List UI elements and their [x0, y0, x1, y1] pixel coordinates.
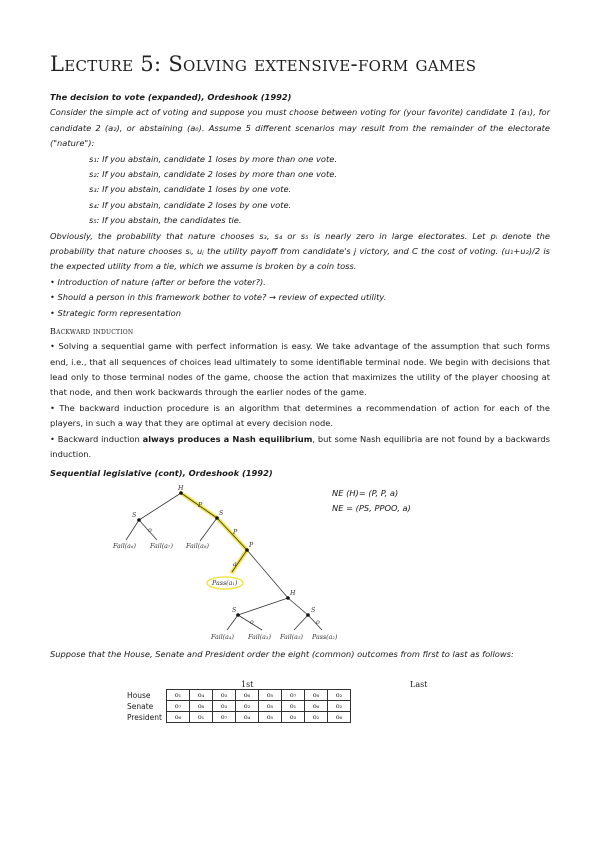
table-cell: o₁	[281, 701, 304, 712]
scenario-item: s₄: If you abstain, candidate 2 loses by one vote.	[89, 199, 292, 210]
section-heading-backward-induction: Backward induction	[50, 327, 134, 337]
backward-induction-p1: • Solving a sequential game with perfect information is easy. We take advantage of the assumption that such forms end, i.e., that all sequences of choices lead ultimately to some identifiable terminal node. We begin with decisions that lead only to those terminal nodes of the game, choose the action that maximizes the utility of the player choosing at that node, and then work backwards through the earlier nodes of the game.	[50, 341, 550, 398]
outcome-fail-a4: Fail(a₄)	[211, 633, 234, 641]
node-label-house: H	[178, 484, 184, 492]
scenario-item: s₁: If you abstain, candidate 1 loses by more than one vote.	[89, 153, 337, 164]
table-cell: o₂	[327, 690, 350, 701]
nash-equilibria	[332, 486, 411, 517]
outcome-fail-a6: Fail(a₆)	[113, 542, 136, 550]
node-label-senate: S	[132, 511, 137, 519]
document-page	[50, 52, 550, 668]
bullet-item: • Introduction of nature (after or before the voter?).	[50, 276, 266, 287]
table-cell: o₃	[281, 712, 304, 723]
row-label: President	[127, 712, 162, 722]
table-row	[124, 690, 350, 701]
scenario-item: s₃: If you abstain, candidate 1 loses by one vote.	[89, 184, 292, 195]
outcome-fail-a7: Fail(a₇)	[150, 542, 173, 550]
node-label-senate: S	[311, 606, 316, 614]
table-cell: o₅	[258, 701, 281, 712]
row-label: House	[127, 690, 151, 700]
scenario-item: s₂: If you abstain, candidate 2 loses by more than one vote.	[89, 169, 337, 180]
table-cell: o₁	[189, 712, 212, 723]
table-cell: o₂	[235, 701, 258, 712]
table-row	[124, 712, 350, 723]
table-cell: o₄	[235, 712, 258, 723]
bullet-item: • Strategic form representation	[50, 307, 182, 318]
probability-paragraph: Obviously, the probability that nature chooses s₃, s₄ or s₅ is nearly zero in large electorates. Let pᵢ denote the probability that nature chooses sᵢ, uⱼ the utility payoff from candidate's j victory, and C the cost of voting. (u₁+u₂)/2 is the expected utility from a tie, which we assume is broken by a coin toss.	[50, 230, 550, 272]
outcome-pass-a1: Pass(a₁)	[212, 579, 238, 587]
tree-edges	[126, 493, 322, 630]
node-label-senate: S	[232, 606, 237, 614]
table-cell: o₅	[258, 712, 281, 723]
section-heading-legislative: Sequential legislative (cont), Ordeshook (1992)	[50, 468, 273, 479]
outcome-fail-a5: Fail(a₅)	[280, 633, 303, 641]
ordering-intro: Suppose that the House, Senate and President order the eight (common) outcomes from first to last as follows:	[50, 648, 514, 659]
node-label-senate: S	[219, 509, 224, 517]
edge-label-o: o	[148, 526, 152, 534]
outcome-pass-a2: Pass(a₂)	[312, 633, 338, 641]
table-cell: o₇	[281, 690, 304, 701]
table-cell: o₆	[304, 701, 327, 712]
bi-p3-bold: always produces a Nash equilibrium	[142, 433, 313, 444]
table-cell: o₃	[212, 701, 235, 712]
last-label: Last	[410, 680, 428, 689]
table-cell: o₅	[258, 690, 281, 701]
edge-label-p: P	[233, 528, 238, 536]
node-label-president: P	[249, 541, 254, 549]
table-cell: o₆	[235, 690, 258, 701]
table-cell: o₁	[166, 690, 189, 701]
voting-intro: Consider the simple act of voting and suppose you must choose between voting for (your favorite) candidate 1 (a₁), for candidate 2 (a₂), or abstaining (a₀). Assume 5 different scenarios may result from the remainder of the electorate ("nature"):	[50, 107, 550, 149]
first-label: 1st	[241, 680, 254, 689]
edge-label-a: a	[233, 560, 237, 568]
table-cell: o₇	[212, 712, 235, 723]
ne-full: NE = (PS, PPOO, a)	[332, 503, 411, 514]
edge-label-p: P	[198, 501, 203, 509]
highlight-path	[181, 493, 247, 589]
tree-nodes	[137, 491, 310, 617]
table-cell: o₂	[304, 712, 327, 723]
ne-house: NE (H)= (P, P, a)	[332, 487, 399, 498]
table-cell: o₆	[327, 712, 350, 723]
outcome-fail-a3: Fail(a₃)	[248, 633, 271, 641]
outcome-fail-a8: Fail(a₈)	[186, 542, 209, 550]
preference-table	[124, 689, 351, 723]
game-tree-diagram	[50, 484, 350, 642]
backward-induction-p3	[50, 432, 550, 463]
row-label: Senate	[127, 701, 154, 711]
bullet-item: • Should a person in this framework bother to vote? → review of expected utility.	[50, 292, 387, 303]
scenario-item: s₅: If you abstain, the candidates tie.	[89, 215, 242, 226]
table-cell: o₂	[327, 701, 350, 712]
table-cell: o₄	[189, 690, 212, 701]
section-heading-voting: The decision to vote (expanded), Ordeshook (1992)	[50, 92, 292, 102]
table-cell: o₈	[304, 690, 327, 701]
table-cell: o₈	[189, 701, 212, 712]
page-title: Lecture 5: Solving extensive-form games	[50, 52, 477, 76]
edge-label-o: o	[250, 618, 254, 626]
game-tree-area	[50, 484, 550, 642]
node-label-house: H	[290, 589, 296, 597]
table-row	[124, 701, 350, 712]
backward-induction-p2: • The backward induction procedure is an algorithm that determines a recommendation of action for each of the players, in such a way that they are optimal at every decision node.	[50, 402, 550, 429]
edge-label-o: o	[316, 618, 320, 626]
bi-p3-start: • Backward induction	[50, 433, 143, 444]
scenario-list	[50, 152, 550, 229]
table-cell: o₇	[166, 701, 189, 712]
table-cell: o₆	[166, 712, 189, 723]
table-cell: o₃	[212, 690, 235, 701]
bi-p3-end: , but some Nash equilibria are not found by a backwards induction.	[50, 433, 550, 459]
